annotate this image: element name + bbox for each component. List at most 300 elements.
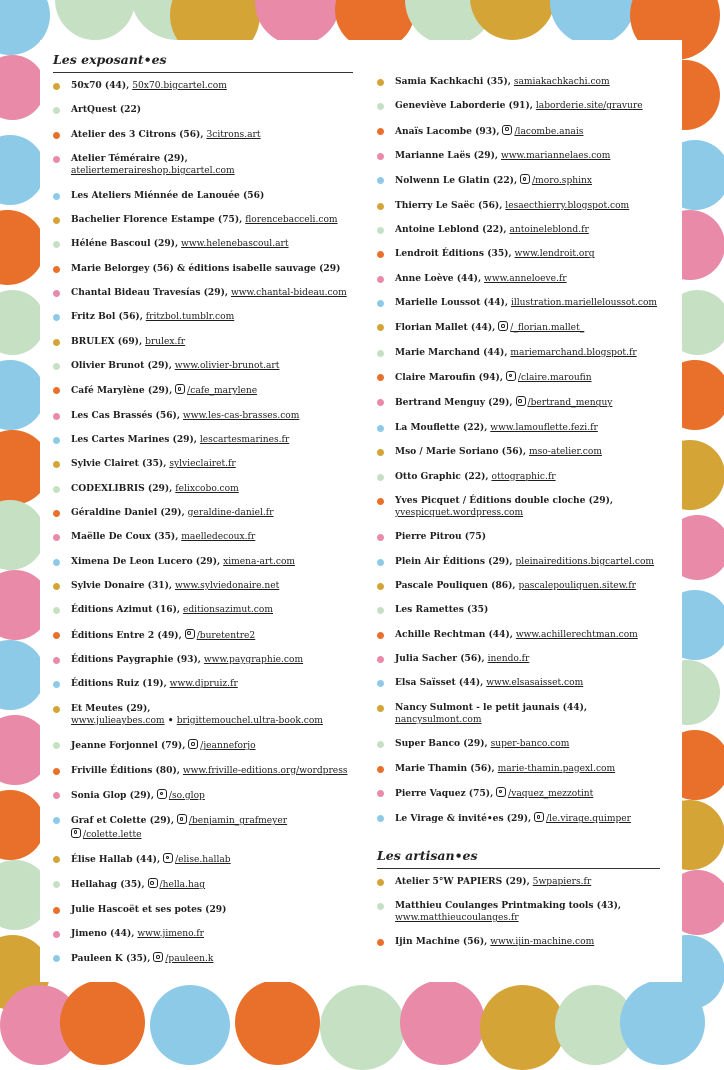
list-item: [53, 703, 353, 727]
bullet-dot: [53, 632, 60, 639]
list-item: [53, 580, 353, 592]
list-item: [53, 678, 353, 690]
decorative-dot: [470, 0, 555, 40]
instagram-handle-link[interactable]: /moro.sphinx: [532, 176, 593, 187]
website-link[interactable]: brulex.fr: [145, 336, 186, 347]
bullet-dot: [377, 741, 384, 748]
bullet-dot: [377, 939, 384, 946]
bullet-dot: [53, 363, 60, 370]
website-link[interactable]: sylvieclairet.fr: [169, 459, 236, 470]
website-link[interactable]: editionsazimut.com: [182, 605, 273, 616]
bullet-dot: [53, 742, 60, 749]
list-item: [53, 238, 353, 250]
website-link[interactable]: marie-thamin.pagexl.com: [497, 763, 616, 774]
bullet-dot: [53, 681, 60, 688]
exhibitor-name: Les Cartes Marines (29),: [71, 434, 197, 446]
exhibitor-name: Jimeno (44),: [71, 927, 135, 939]
bullet-dot: [53, 314, 60, 321]
website-link[interactable]: lescartesmarines.fr: [199, 435, 290, 446]
list-item: [53, 483, 353, 495]
bullet-dot: [377, 632, 384, 639]
instagram-handle-link[interactable]: /elise.hallab: [175, 854, 231, 865]
bullet-dot: [377, 879, 384, 886]
instagram-icon: [175, 384, 185, 394]
website-link[interactable]: www.paygraphie.com: [203, 655, 304, 666]
bullet-dot: [53, 107, 60, 114]
list-item: [53, 629, 353, 642]
list-item: [53, 952, 353, 965]
list-item: [53, 311, 353, 323]
list-item: [377, 422, 660, 434]
bullet-dot: [53, 156, 60, 163]
exhibitor-name: Antoine Leblond (22),: [395, 224, 507, 236]
exhibitor-name: Les Cas Brassés (56),: [71, 409, 180, 421]
list-item: [377, 224, 660, 236]
exhibitor-name: Les Ateliers Miénnée de Lanouée (56): [71, 189, 265, 201]
bullet-dot: [53, 266, 60, 273]
decorative-dot: [235, 980, 320, 1065]
exhibitor-name: Samia Kachkachi (35),: [395, 76, 511, 87]
instagram-handle-link[interactable]: /_florian.mallet_: [510, 323, 585, 334]
exhibitor-name: Achille Rechtman (44),: [395, 628, 513, 640]
website-link[interactable]: pascalepouliquen.sitew.fr: [518, 581, 636, 592]
list-item: [377, 347, 660, 359]
bullet-dot: [377, 680, 384, 687]
exhibitor-name: Nancy Sulmont - le petit jaunais (44),: [395, 701, 588, 713]
exhibitor-name: Marianne Laës (29),: [395, 150, 499, 162]
exhibitor-name: Élise Hallab (44),: [71, 853, 161, 865]
bullet-dot: [377, 399, 384, 406]
exhibitor-name: Pierre Vaquez (75),: [395, 788, 494, 800]
list-item: [53, 129, 353, 141]
instagram-handle-link[interactable]: /buretentre2: [196, 630, 256, 641]
website-link[interactable]: super-banco.com: [490, 739, 570, 750]
website-link[interactable]: geraldine-daniel.fr: [187, 508, 274, 519]
exhibitor-name: Julia Sacher (56),: [395, 653, 485, 665]
bullet-dot: [377, 227, 384, 234]
exhibitor-name: Maëlle De Coux (35),: [71, 531, 179, 543]
list-item: [53, 904, 353, 916]
decorative-dot: [0, 360, 45, 430]
bullet-dot: [377, 449, 384, 456]
bullet-dot: [377, 790, 384, 797]
bullet-dot: [53, 955, 60, 962]
list-item: [53, 360, 353, 372]
website-link[interactable]: mariemarchand.blogspot.fr: [510, 347, 637, 358]
website-link[interactable]: inendo.fr: [487, 654, 530, 665]
bullet-dot: [53, 817, 60, 824]
website-link[interactable]: www.ijin-machine.com: [490, 937, 595, 948]
instagram-icon: [177, 814, 187, 824]
instagram-handle-link[interactable]: /hella.hag: [159, 880, 206, 891]
exhibitor-name: Ijin Machine (56),: [395, 936, 488, 948]
bullet-dot: [53, 217, 60, 224]
bullet-dot: [53, 193, 60, 200]
bullet-dot: [53, 241, 60, 248]
bullet-dot: [53, 706, 60, 713]
exhibitor-name: Matthieu Coulanges Printmaking tools (43),: [395, 899, 622, 911]
instagram-handle-link[interactable]: /cafe_marylene: [187, 386, 258, 397]
exhibitor-name: Atelier Téméraire (29),: [71, 153, 188, 165]
bullet-dot: [377, 766, 384, 773]
list-item: [53, 434, 353, 446]
instagram-handle-link[interactable]: /bertrand_menguy: [527, 398, 613, 409]
list-item: [377, 629, 660, 641]
exhibitor-name: Café Marylène (29),: [71, 385, 173, 397]
website-link[interactable]: www.sylviedonaire.net: [174, 581, 280, 592]
instagram-icon: [506, 371, 516, 381]
bullet-dot: [377, 324, 384, 331]
exposants-heading: Les exposant•es: [53, 52, 353, 73]
exhibitor-name: Héléne Bascoul (29),: [71, 238, 179, 250]
bullet-dot: [377, 425, 384, 432]
bullet-dot: [53, 290, 60, 297]
exhibitor-name: Chantal Bideau Travesías (29),: [71, 286, 229, 298]
decorative-dot: [400, 980, 485, 1065]
exhibitor-name: Nolwenn Le Glatin (22),: [395, 175, 518, 187]
website-link[interactable]: www.anneloeve.fr: [484, 273, 567, 284]
exhibitor-name: Le Virage & invité•es (29),: [395, 813, 532, 825]
website-link[interactable]: www.matthieucoulanges.fr: [395, 913, 519, 924]
website-link[interactable]: www.lamouflette.fezi.fr: [490, 422, 598, 433]
list-item: [377, 677, 660, 689]
exhibitor-name: Et Meutes (29),: [71, 702, 151, 714]
bullet-dot: [377, 128, 384, 135]
list-item: [377, 371, 660, 384]
instagram-icon: [188, 739, 198, 749]
exhibitor-name: Éditions Ruiz (19),: [71, 678, 167, 690]
right-column: [377, 52, 660, 961]
bullet-dot: [53, 881, 60, 888]
exhibitor-name: Florian Mallet (44),: [395, 322, 496, 334]
exhibitor-name: Les Ramettes (35): [395, 604, 489, 616]
artisans-heading: Les artisan•es: [377, 848, 660, 869]
website-link[interactable]: www.julieaybes.com: [71, 716, 165, 726]
instagram-icon: [496, 787, 506, 797]
website-link[interactable]: illustration.marielleloussot.com: [510, 298, 658, 309]
instagram-handle-link[interactable]: /benjamin_grafmeyer: [188, 816, 288, 827]
list-item: [377, 396, 660, 409]
website-link[interactable]: ottographic.fr: [491, 471, 556, 482]
instagram-icon: [520, 174, 530, 184]
separator: •: [164, 715, 177, 726]
website-link[interactable]: www.djpruiz.fr: [169, 679, 238, 690]
exhibitor-name: Thierry Le Saëc (56),: [395, 199, 503, 211]
bullet-dot: [53, 510, 60, 517]
decorative-dot: [0, 210, 45, 285]
decorative-dot: [60, 980, 145, 1065]
list-item: [53, 654, 353, 666]
exhibitor-name: Fritz Bol (56),: [71, 311, 143, 323]
exhibitor-name: Éditions Entre 2 (49),: [71, 629, 182, 641]
heading-spacer: [377, 52, 660, 76]
exhibitor-name: Elsa Saïsset (44),: [395, 677, 484, 689]
website-link[interactable]: antoineleblond.fr: [509, 225, 589, 236]
list-item: [377, 763, 660, 775]
bullet-dot: [377, 656, 384, 663]
website-link[interactable]: www.elsasaisset.com: [486, 678, 584, 689]
decorative-dot: [0, 290, 45, 355]
instagram-handle-link[interactable]: /claire.maroufin: [517, 373, 592, 384]
bullet-dot: [53, 461, 60, 468]
decorative-dot: [0, 55, 45, 120]
list-item: [377, 531, 660, 543]
list-item: [53, 214, 353, 226]
exhibitor-name: Marielle Loussot (44),: [395, 297, 509, 309]
exhibitor-name: Graf et Colette (29),: [71, 815, 175, 827]
instagram-icon: [534, 812, 544, 822]
exhibitor-name: Marie Belorgey (56) & éditions isabelle sauvage (29): [71, 262, 341, 274]
exhibitor-name: Julie Hascoët et ses potes (29): [71, 903, 227, 915]
bullet-dot: [377, 374, 384, 381]
website-link[interactable]: pleinaireditions.bigcartel.com: [515, 556, 655, 567]
list-item: [53, 153, 353, 177]
exhibitor-name: Marie Thamin (56),: [395, 762, 495, 774]
exposants-list-left: [53, 80, 353, 966]
bullet-dot: [377, 153, 384, 160]
list-item: [53, 336, 353, 348]
exhibitor-name: Claire Maroufin (94),: [395, 372, 504, 384]
list-item: [377, 100, 660, 112]
exhibitor-name: Yves Picquet / Éditions double cloche (29),: [395, 494, 614, 506]
exhibitor-name: La Mouflette (22),: [395, 421, 488, 433]
instagram-icon: [163, 853, 173, 863]
website-link[interactable]: www.chantal-bideau.com: [230, 287, 347, 298]
instagram-icon: [498, 321, 508, 331]
list-item: [53, 604, 353, 616]
decorative-dot: [55, 0, 135, 40]
website-link[interactable]: 50x70.bigcartel.com: [132, 81, 227, 91]
list-item: [377, 787, 660, 800]
list-item: [53, 287, 353, 299]
website-link[interactable]: samiakachkachi.com: [513, 77, 610, 87]
list-item: [53, 458, 353, 470]
list-item: [377, 150, 660, 162]
instagram-handle-link[interactable]: /so.glop: [168, 791, 205, 802]
decorative-dot: [0, 790, 45, 860]
website-link[interactable]: www.les-cas-brasses.com: [182, 410, 300, 421]
list-item: [53, 104, 353, 116]
instagram-icon: [71, 828, 81, 838]
bullet-dot: [53, 339, 60, 346]
list-item: [377, 200, 660, 212]
list-item: [53, 928, 353, 940]
list-item: [53, 789, 353, 802]
bullet-dot: [53, 413, 60, 420]
decorative-dot: [0, 135, 45, 205]
bullet-dot: [53, 607, 60, 614]
bullet-dot: [377, 203, 384, 210]
bullet-dot: [377, 79, 384, 86]
instagram-handle-link[interactable]: /le.virage.quimper: [546, 814, 631, 825]
exhibitor-name: Olivier Brunot (29),: [71, 359, 172, 371]
instagram-handle-link[interactable]: /colette.lette: [83, 829, 142, 840]
left-column: [53, 52, 353, 978]
bullet-dot: [377, 350, 384, 357]
bullet-dot: [377, 251, 384, 258]
list-item: [377, 702, 660, 726]
instagram-icon: [148, 878, 158, 888]
decorative-dot: [320, 985, 405, 1070]
artisans-list: [377, 876, 660, 949]
website-link[interactable]: 5wpapiers.fr: [532, 876, 592, 887]
instagram-handle-link[interactable]: /vaquez_mezzotint: [508, 789, 594, 800]
bullet-dot: [53, 768, 60, 775]
list-item: [377, 580, 660, 592]
exhibitor-name: Friville Éditions (80),: [71, 764, 180, 776]
bullet-dot: [377, 103, 384, 110]
list-item: [377, 738, 660, 750]
website-link[interactable]: www.jimeno.fr: [137, 928, 205, 939]
bullet-dot: [377, 474, 384, 481]
website-link[interactable]: nancysulmont.com: [395, 715, 482, 725]
bullet-dot: [377, 559, 384, 566]
list-item: [377, 248, 660, 260]
list-item: [377, 876, 660, 888]
bullet-dot: [53, 534, 60, 541]
website-link[interactable]: ximena-art.com: [223, 556, 296, 567]
list-item: [377, 446, 660, 458]
list-item: [53, 739, 353, 752]
bullet-dot: [53, 657, 60, 664]
exhibitor-name: CODEXLIBRIS (29),: [71, 482, 173, 494]
bullet-dot: [53, 437, 60, 444]
list-item: [377, 556, 660, 568]
exhibitor-name: Hellahag (35),: [71, 879, 145, 891]
exhibitor-name: Éditions Paygraphie (93),: [71, 654, 201, 666]
bullet-dot: [53, 931, 60, 938]
website-link[interactable]: www.helenebascoul.art: [181, 239, 289, 250]
website-link[interactable]: brigittemouchel.ultra-book.com: [176, 716, 323, 726]
instagram-icon: [185, 629, 195, 639]
exhibitor-name: Pierre Pitrou (75): [395, 531, 486, 543]
list-item: [377, 900, 660, 924]
list-item: [53, 853, 353, 866]
exhibitor-name: Anaïs Lacombe (93),: [395, 125, 500, 137]
exhibitor-name: Bachelier Florence Estampe (75),: [71, 213, 243, 225]
list-item: [53, 556, 353, 568]
website-link[interactable]: lesaecthierry.blogspot.com: [505, 200, 630, 211]
bullet-dot: [377, 300, 384, 307]
exhibitor-name: Anne Loève (44),: [395, 272, 482, 284]
bullet-dot: [53, 387, 60, 394]
website-link[interactable]: florencebacceli.com: [245, 214, 338, 225]
instagram-handle-link[interactable]: /pauleen.k: [165, 954, 214, 965]
bullet-dot: [377, 607, 384, 614]
exhibitor-name: Super Banco (29),: [395, 738, 488, 750]
bullet-dot: [377, 276, 384, 283]
bullet-dot: [53, 132, 60, 139]
exhibitor-name: Otto Graphic (22),: [395, 470, 489, 482]
list-item: [53, 814, 353, 840]
exhibitor-name: Lendroit Éditions (35),: [395, 248, 512, 260]
decorative-dot: [0, 640, 45, 710]
exhibitor-name: Pauleen K (35),: [71, 953, 151, 965]
exhibitor-name: Sonia Glop (29),: [71, 790, 154, 802]
instagram-handle-link[interactable]: /jeanneforjo: [200, 741, 256, 752]
decorative-dot: [480, 985, 565, 1070]
exhibitor-name: Sylvie Clairet (35),: [71, 458, 167, 470]
website-link[interactable]: felixcobo.com: [175, 483, 239, 494]
bullet-dot: [377, 705, 384, 712]
list-item: [53, 531, 353, 543]
decorative-dot: [255, 0, 340, 45]
decorative-dot: [150, 985, 230, 1065]
website-link[interactable]: 3citrons.art: [206, 129, 261, 140]
decorative-dot: [550, 0, 635, 45]
instagram-icon: [153, 952, 163, 962]
bullet-dot: [53, 559, 60, 566]
bullet-dot: [377, 903, 384, 910]
decorative-dot: [620, 980, 705, 1065]
website-link[interactable]: www.olivier-brunot.art: [174, 360, 280, 371]
website-link[interactable]: www.mariannelaes.com: [500, 151, 611, 162]
exposants-list-right: [377, 76, 660, 826]
exhibitor-name: Mso / Marie Soriano (56),: [395, 446, 527, 458]
list-item: [377, 604, 660, 616]
bullet-dot: [53, 907, 60, 914]
bullet-dot: [53, 486, 60, 493]
list-item: [53, 80, 353, 92]
bullet-dot: [377, 534, 384, 541]
bullet-dot: [53, 583, 60, 590]
exhibitor-name: Ximena De Leon Lucero (29),: [71, 555, 221, 567]
bullet-dot: [377, 498, 384, 505]
website-link[interactable]: mso-atelier.com: [529, 447, 602, 458]
content-panel: [40, 40, 682, 982]
website-link[interactable]: www.friville-editions.org/wordpress: [182, 765, 348, 776]
exhibitor-name: Pascale Pouliquen (86),: [395, 580, 516, 592]
instagram-icon: [516, 396, 526, 406]
list-item: [53, 410, 353, 422]
list-item: [377, 936, 660, 948]
website-link[interactable]: yvespicquet.wordpress.com: [395, 508, 524, 519]
instagram-icon: [502, 125, 512, 135]
website-link[interactable]: fritzbol.tumblr.com: [145, 312, 235, 323]
bullet-dot: [53, 856, 60, 863]
list-item: [377, 471, 660, 483]
decorative-dot: [0, 500, 45, 570]
exhibitor-name: ArtQuest (22): [71, 104, 142, 116]
website-link[interactable]: maelledecoux.fr: [181, 532, 256, 543]
website-link[interactable]: www.achillerechtman.com: [515, 629, 638, 640]
exhibitor-name: Geneviève Laborderie (91),: [395, 100, 533, 112]
exhibitor-name: Marie Marchand (44),: [395, 346, 508, 358]
exhibitor-name: Atelier des 3 Citrons (56),: [71, 128, 204, 140]
exhibitor-name: Plein Air Éditions (29),: [395, 555, 513, 567]
website-link[interactable]: www.lendroit.org: [514, 249, 595, 260]
bullet-dot: [53, 792, 60, 799]
exhibitor-name: Géraldine Daniel (29),: [71, 507, 185, 519]
list-item: [377, 653, 660, 665]
website-link[interactable]: laborderie.site/gravure: [535, 101, 643, 112]
exhibitor-name: BRULEX (69),: [71, 335, 143, 347]
bullet-dot: [377, 815, 384, 822]
instagram-icon: [157, 789, 167, 799]
list-item: [377, 495, 660, 519]
list-item: [53, 878, 353, 891]
bullet-dot: [377, 583, 384, 590]
instagram-handle-link[interactable]: /lacombe.anais: [514, 126, 584, 137]
list-item: [53, 190, 353, 202]
exhibitor-name: Sylvie Donaire (31),: [71, 580, 173, 592]
list-item: [377, 273, 660, 285]
list-item: [377, 812, 660, 825]
list-item: [377, 76, 660, 88]
list-item: [53, 263, 353, 275]
website-link[interactable]: ateliertemeraireshop.bigcartel.com: [71, 166, 235, 177]
exhibitor-name: Éditions Azimut (16),: [71, 604, 181, 616]
